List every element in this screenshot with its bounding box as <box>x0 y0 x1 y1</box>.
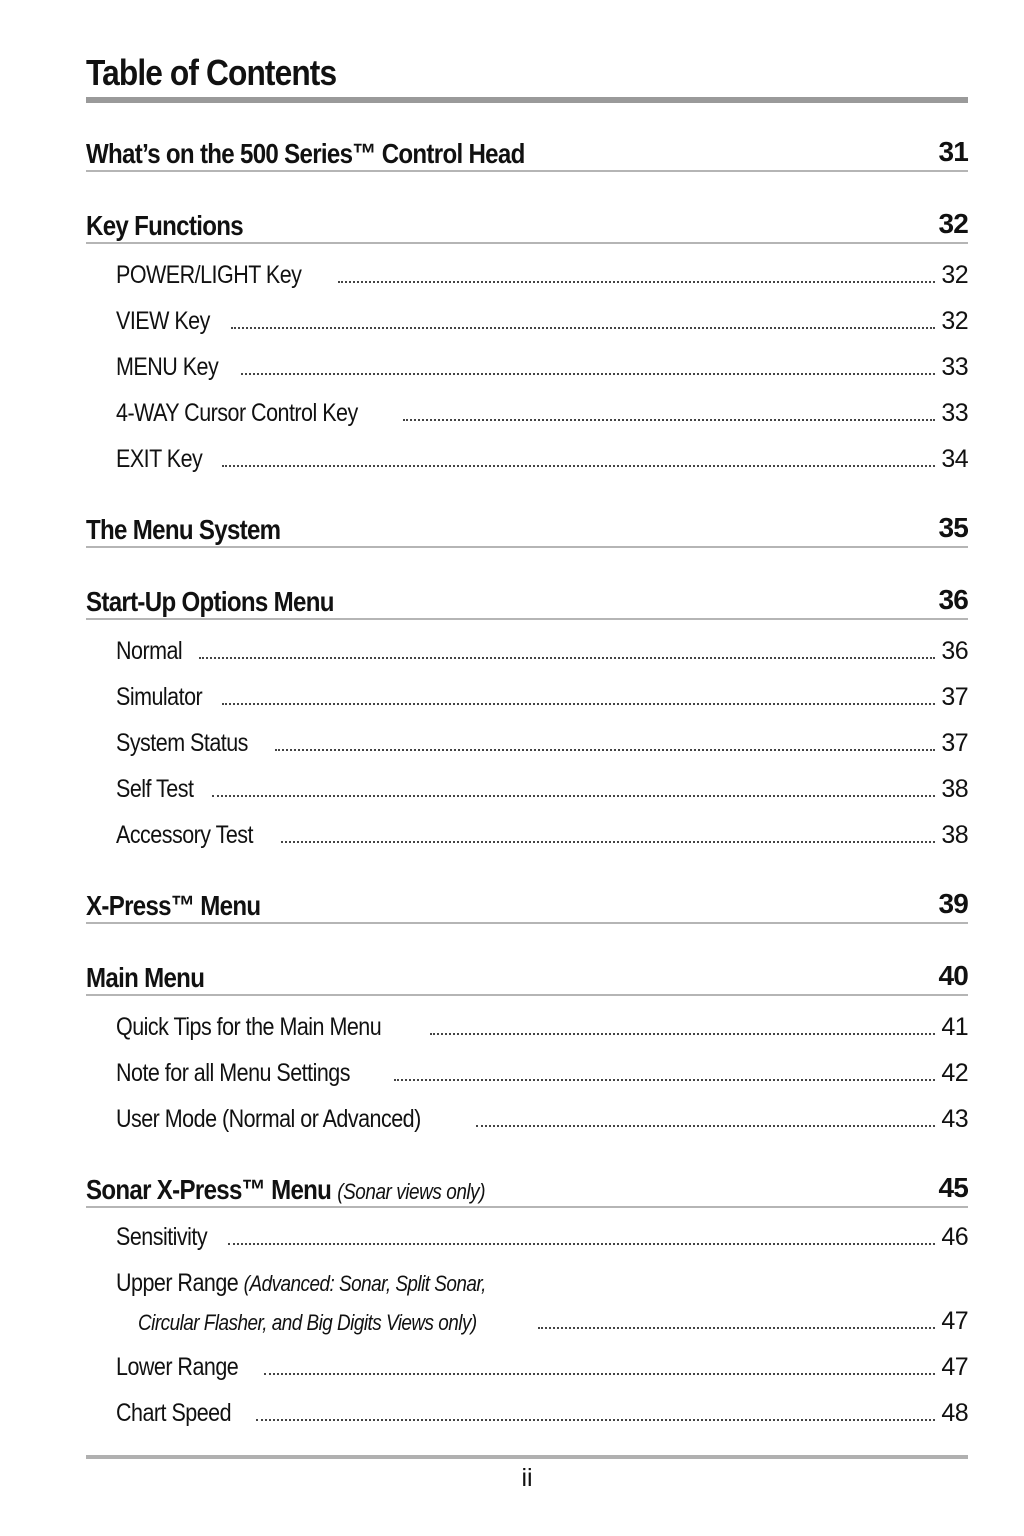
entry-label: VIEW Key <box>116 307 210 335</box>
entry-label: Quick Tips for the Main Menu <box>116 1013 382 1041</box>
section-title: Sonar X-Press™ Menu <box>86 1174 332 1205</box>
footer-divider <box>86 1455 968 1459</box>
entry-label: Note for all Menu Settings <box>116 1059 350 1087</box>
entry-note: (Advanced: Sonar, Split Sonar, <box>243 1271 486 1296</box>
entry-page: 48 <box>941 1399 968 1427</box>
dot-leader <box>538 1326 936 1329</box>
title-divider <box>86 97 968 103</box>
section-page: 31 <box>938 136 968 167</box>
section-label <box>86 1174 485 1206</box>
dot-leader <box>338 280 936 283</box>
page-number: ii <box>521 1464 533 1492</box>
toc-section-startup-options[interactable] <box>86 584 968 620</box>
entry-page: 38 <box>941 775 968 803</box>
section-label: Key Functions <box>86 210 243 241</box>
entry-label: Lower Range <box>116 1353 239 1381</box>
dot-leader <box>256 1418 936 1421</box>
entry-page: 47 <box>941 1307 968 1335</box>
entry-label: POWER/LIGHT Key <box>116 261 302 289</box>
section-label: What’s on the 500 Series™ Control Head <box>86 138 525 169</box>
dot-leader <box>476 1124 935 1127</box>
section-page: 35 <box>938 512 968 543</box>
entry-page: 32 <box>941 307 968 335</box>
page-title: Table of Contents <box>86 52 337 93</box>
toc-entry-4way-cursor-key[interactable] <box>116 394 968 428</box>
entry-label: System Status <box>116 729 248 757</box>
section-page: 32 <box>938 208 968 239</box>
entry-label: Simulator <box>116 683 203 711</box>
entry-label: Chart Speed <box>116 1399 232 1427</box>
entry-label: MENU Key <box>116 353 219 381</box>
toc-section-menu-system[interactable] <box>86 512 968 548</box>
dot-leader <box>222 702 935 705</box>
toc-entry-upper-range[interactable] <box>116 1264 968 1298</box>
section-page: 45 <box>938 1172 968 1203</box>
dot-leader <box>264 1372 935 1375</box>
toc-entry-menu-key[interactable] <box>116 348 968 382</box>
entry-page: 36 <box>941 637 968 665</box>
toc-entry-accessory-test[interactable] <box>116 816 968 850</box>
entry-label: Sensitivity <box>116 1223 208 1251</box>
toc-section-main-menu[interactable] <box>86 960 968 996</box>
toc-entry-normal[interactable] <box>116 632 968 666</box>
entry-page: 37 <box>941 683 968 711</box>
dot-leader <box>222 464 935 467</box>
dot-leader <box>394 1078 935 1081</box>
dot-leader <box>403 418 935 421</box>
dot-leader <box>228 1242 935 1245</box>
toc-entry-simulator[interactable] <box>116 678 968 712</box>
dot-leader <box>199 656 935 659</box>
section-note: (Sonar views only) <box>337 1179 486 1204</box>
section-label: The Menu System <box>86 514 281 545</box>
entry-page: 46 <box>941 1223 968 1251</box>
section-page: 40 <box>938 960 968 991</box>
dot-leader <box>231 326 935 329</box>
toc-entry-self-test[interactable] <box>116 770 968 804</box>
toc-section-key-functions[interactable] <box>86 208 968 244</box>
toc-entry-exit-key[interactable] <box>116 440 968 474</box>
section-label: Main Menu <box>86 962 205 993</box>
toc-entry-upper-range-cont[interactable] <box>138 1302 968 1336</box>
entry-label: Self Test <box>116 775 194 803</box>
dot-leader <box>241 372 936 375</box>
entry-page: 32 <box>941 261 968 289</box>
dot-leader <box>281 840 935 843</box>
entry-note: Circular Flasher, and Big Digits Views only) <box>138 1310 477 1335</box>
dot-leader <box>430 1032 935 1035</box>
entry-page: 41 <box>941 1013 968 1041</box>
toc-entry-menu-settings-note[interactable] <box>116 1054 968 1088</box>
entry-label: EXIT Key <box>116 445 203 473</box>
toc-section-xpress-menu[interactable] <box>86 888 968 924</box>
entry-label <box>116 1269 486 1298</box>
toc-entry-power-light-key[interactable] <box>116 256 968 290</box>
section-label: X-Press™ Menu <box>86 890 261 921</box>
section-label: Start-Up Options Menu <box>86 586 334 617</box>
toc-entry-lower-range[interactable] <box>116 1348 968 1382</box>
dot-leader <box>275 748 935 751</box>
toc-section-sonar-xpress[interactable] <box>86 1172 968 1208</box>
entry-label: 4-WAY Cursor Control Key <box>116 399 358 427</box>
entry-label: User Mode (Normal or Advanced) <box>116 1105 421 1133</box>
entry-title: Upper Range <box>116 1269 239 1297</box>
toc-entry-chart-speed[interactable] <box>116 1394 968 1428</box>
toc-entry-view-key[interactable] <box>116 302 968 336</box>
toc-entry-user-mode[interactable] <box>116 1100 968 1134</box>
entry-page: 33 <box>941 399 968 427</box>
toc-entry-sensitivity[interactable] <box>116 1218 968 1252</box>
section-page: 39 <box>938 888 968 919</box>
entry-page: 42 <box>941 1059 968 1087</box>
entry-label: Normal <box>116 637 183 665</box>
entry-label: Accessory Test <box>116 821 253 849</box>
entry-page: 43 <box>941 1105 968 1133</box>
entry-page: 38 <box>941 821 968 849</box>
toc-entry-quick-tips[interactable] <box>116 1008 968 1042</box>
section-page: 36 <box>938 584 968 615</box>
entry-page: 34 <box>941 445 968 473</box>
toc-entry-system-status[interactable] <box>116 724 968 758</box>
entry-page: 37 <box>941 729 968 757</box>
entry-page: 33 <box>941 353 968 381</box>
dot-leader <box>212 794 935 797</box>
entry-page: 47 <box>941 1353 968 1381</box>
toc-section-control-head[interactable] <box>86 136 968 172</box>
